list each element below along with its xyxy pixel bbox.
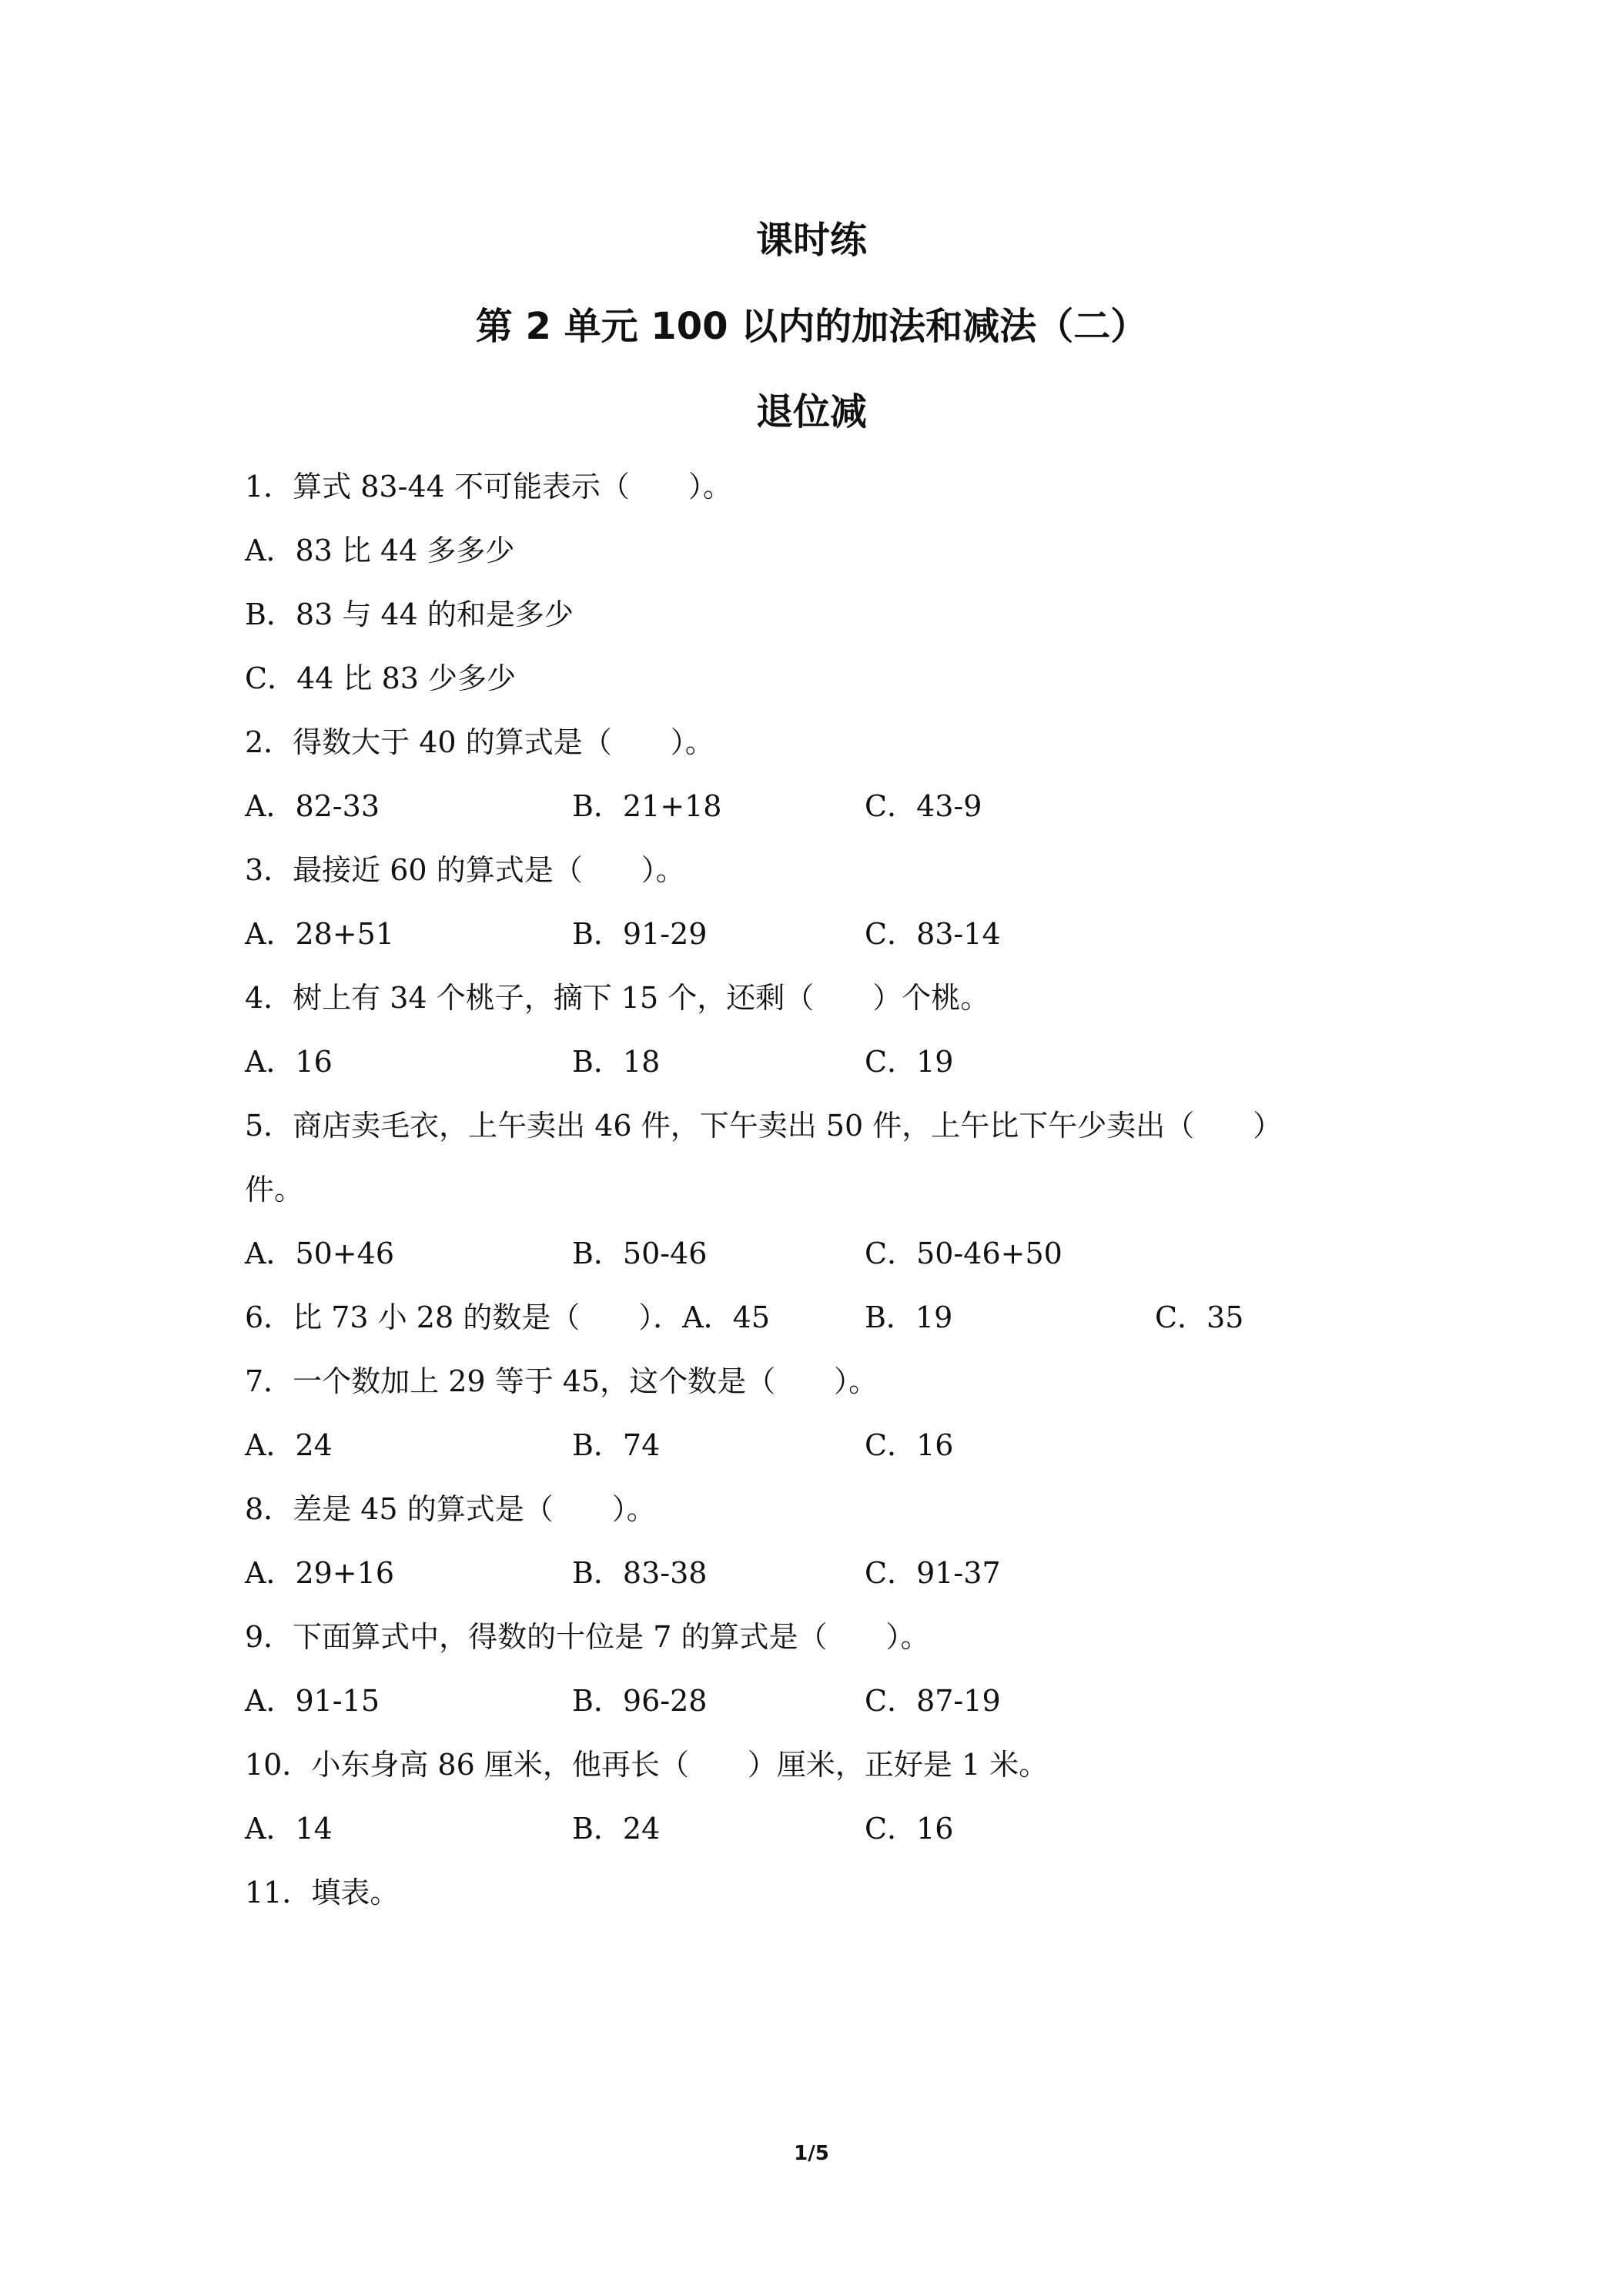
question-6: 6．比 73 小 28 的数是（ ）．A．45: [245, 1300, 770, 1334]
question-2-option-b: B．21+18: [572, 789, 722, 823]
page-number: 1/5: [794, 2142, 829, 2165]
document-title: 课时练: [755, 219, 867, 262]
question-8-option-b: B．83-38: [572, 1556, 708, 1590]
question-8-option-c: C．91-37: [865, 1556, 1001, 1590]
question-9-option-a: A．91-15: [245, 1684, 380, 1718]
question-3-option-c: C．83-14: [865, 917, 1001, 951]
question-9: 9．下面算式中，得数的十位是 7 的算式是（ ）。: [245, 1620, 930, 1654]
question-1: 1．算式 83-44 不可能表示（ ）。: [245, 470, 732, 504]
question-3-option-a: A．28+51: [245, 917, 394, 951]
question-7-option-b: B．74: [572, 1428, 661, 1462]
question-8-option-a: A．29+16: [245, 1556, 394, 1590]
question-3-option-b: B．91-29: [572, 917, 708, 951]
question-10-option-a: A．14: [245, 1812, 333, 1846]
question-5-option-a: A．50+46: [245, 1237, 394, 1270]
question-5-continuation: 件。: [245, 1173, 304, 1207]
unit-title: 第 2 单元 100 以内的加法和减法（二）: [475, 305, 1148, 348]
question-7-option-a: A．24: [245, 1428, 333, 1462]
question-11: 11．填表。: [245, 1876, 400, 1909]
question-8: 8．差是 45 的算式是（ ）。: [245, 1492, 656, 1526]
question-6-option-b: B．19: [865, 1300, 953, 1334]
question-5: 5．商店卖毛衣，上午卖出 46 件，下午卖出 50 件，上午比下午少卖出（ ）: [245, 1109, 1283, 1143]
question-4: 4．树上有 34 个桃子，摘下 15 个，还剩（ ）个桃。: [245, 981, 990, 1015]
question-4-option-a: A．16: [245, 1045, 333, 1079]
question-10-option-c: C．16: [865, 1812, 954, 1846]
question-5-option-c: C．50-46+50: [865, 1237, 1062, 1270]
question-7: 7．一个数加上 29 等于 45，这个数是（ ）。: [245, 1364, 878, 1398]
question-1-option-c: C．44 比 83 少多少: [245, 661, 517, 695]
question-6-option-c: C．35: [1155, 1300, 1244, 1334]
question-2-option-c: C．43-9: [865, 789, 982, 823]
question-1-option-b: B．83 与 44 的和是多少: [245, 597, 574, 631]
question-9-option-c: C．87-19: [865, 1684, 1001, 1718]
question-10-option-b: B．24: [572, 1812, 661, 1846]
question-5-option-b: B．50-46: [572, 1237, 708, 1270]
question-2: 2．得数大于 40 的算式是（ ）。: [245, 725, 714, 759]
lesson-title: 退位减: [755, 390, 867, 433]
question-4-option-b: B．18: [572, 1045, 661, 1079]
question-1-option-a: A．83 比 44 多多少: [245, 534, 515, 567]
question-3: 3．最接近 60 的算式是（ ）。: [245, 853, 685, 887]
question-2-option-a: A．82-33: [245, 789, 380, 823]
question-4-option-c: C．19: [865, 1045, 954, 1079]
question-10: 10．小东身高 86 厘米，他再长（ ）厘米，正好是 1 米。: [245, 1748, 1049, 1782]
question-9-option-b: B．96-28: [572, 1684, 708, 1718]
question-7-option-c: C．16: [865, 1428, 954, 1462]
